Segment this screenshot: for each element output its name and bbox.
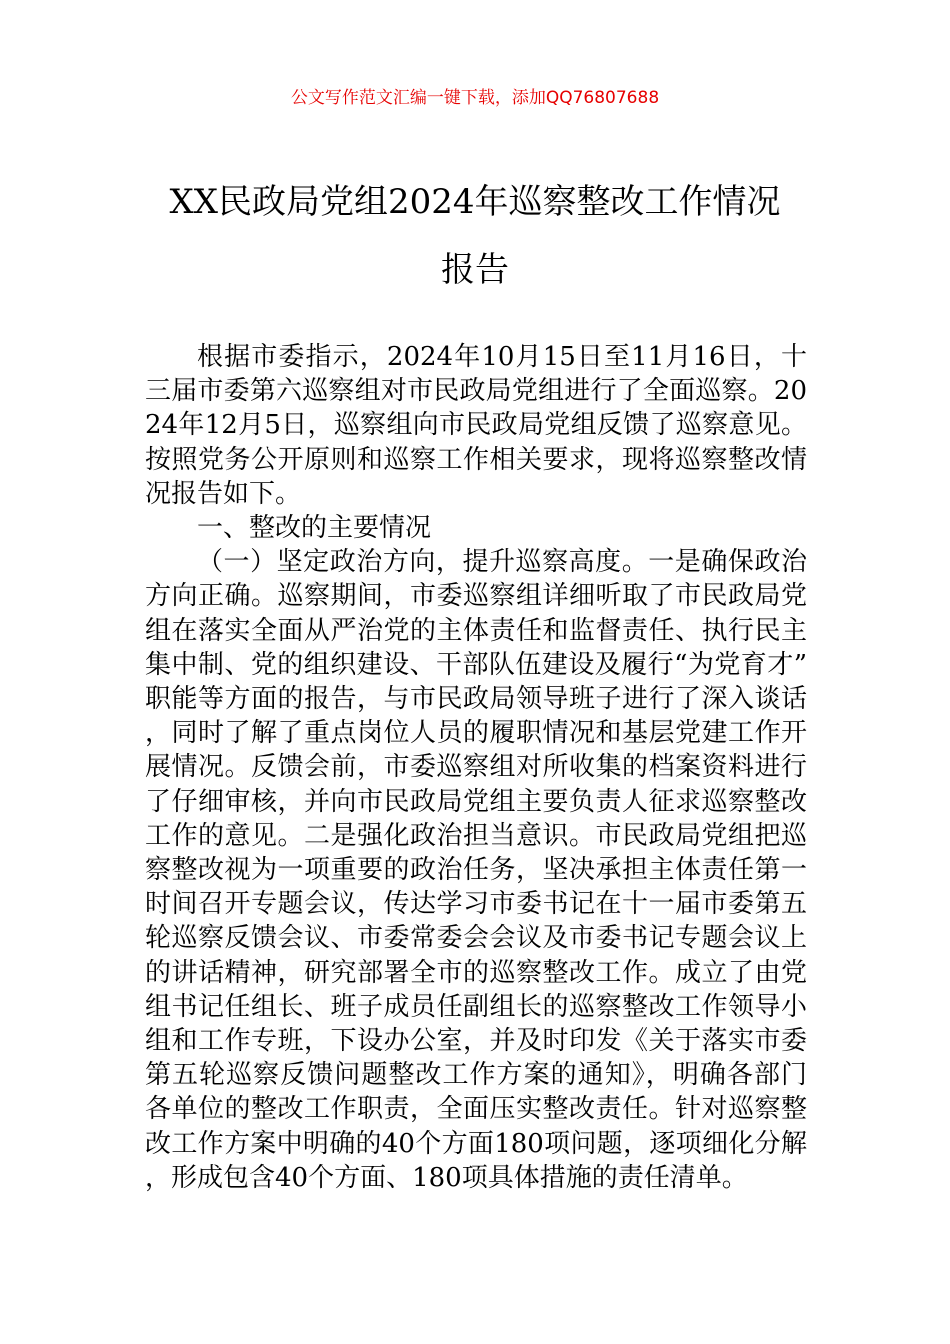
- section-heading: 一、整改的主要情况: [197, 513, 432, 544]
- document-title-line-2: 报告: [441, 250, 509, 290]
- promo-banner: 公文写作范文汇编一键下载，添加QQ76807688: [290, 88, 660, 108]
- paragraph-intro: 根据市委指示，2024年10月15日至11月16日，十三届市委第六巡察组对市民政局党组进行了全面巡察。2024年12月5日，巡察组向市民政局党组反馈了巡察意见。按照党务公开原则和巡察工作相关要求，现将巡察整改情况报告如下。: [145, 342, 807, 509]
- document-body: [145, 340, 807, 1195]
- paragraph-main: （一）坚定政治方向，提升巡察高度。一是确保政治方向正确。巡察期间，市委巡察组详细听取了市民政局党组在落实全面从严治党的主体责任和监督责任、执行民主集中制、党的组织建设、干部队伍建设及履行“为党育才”职能等方面的报告，与市民政局领导班子进行了深入谈话，同时了解了重点岗位人员的履职情况和基层党建工作开展情况。反馈会前，市委巡察组对所收集的档案资料进行了仔细审核，并向市民政局党组主要负责人征求巡察整改工作的意见。二是强化政治担当意识。市民政局党组把巡察整改视为一项重要的政治任务，坚决承担主体责任第一时间召开专题会议，传达学习市委书记在十一届市委第五轮巡察反馈会议、市委常委会会议及市委书记专题会议上的讲话精神，研究部署全市的巡察整改工作。成立了由党组书记任组长、班子成员任副组长的巡察整改工作领导小组和工作专班，下设办公室，并及时印发《关于落实市委第五轮巡察反馈问题整改工作方案的通知》，明确各部门各单位的整改工作职责，全面压实整改责任。针对巡察整改工作方案中明确的40个方面180项问题，逐项细化分解，形成包含40个方面、180项具体措施的责任清单。: [145, 547, 807, 1193]
- document-title-line-1: XX民政局党组2024年巡察整改工作情况: [169, 182, 781, 222]
